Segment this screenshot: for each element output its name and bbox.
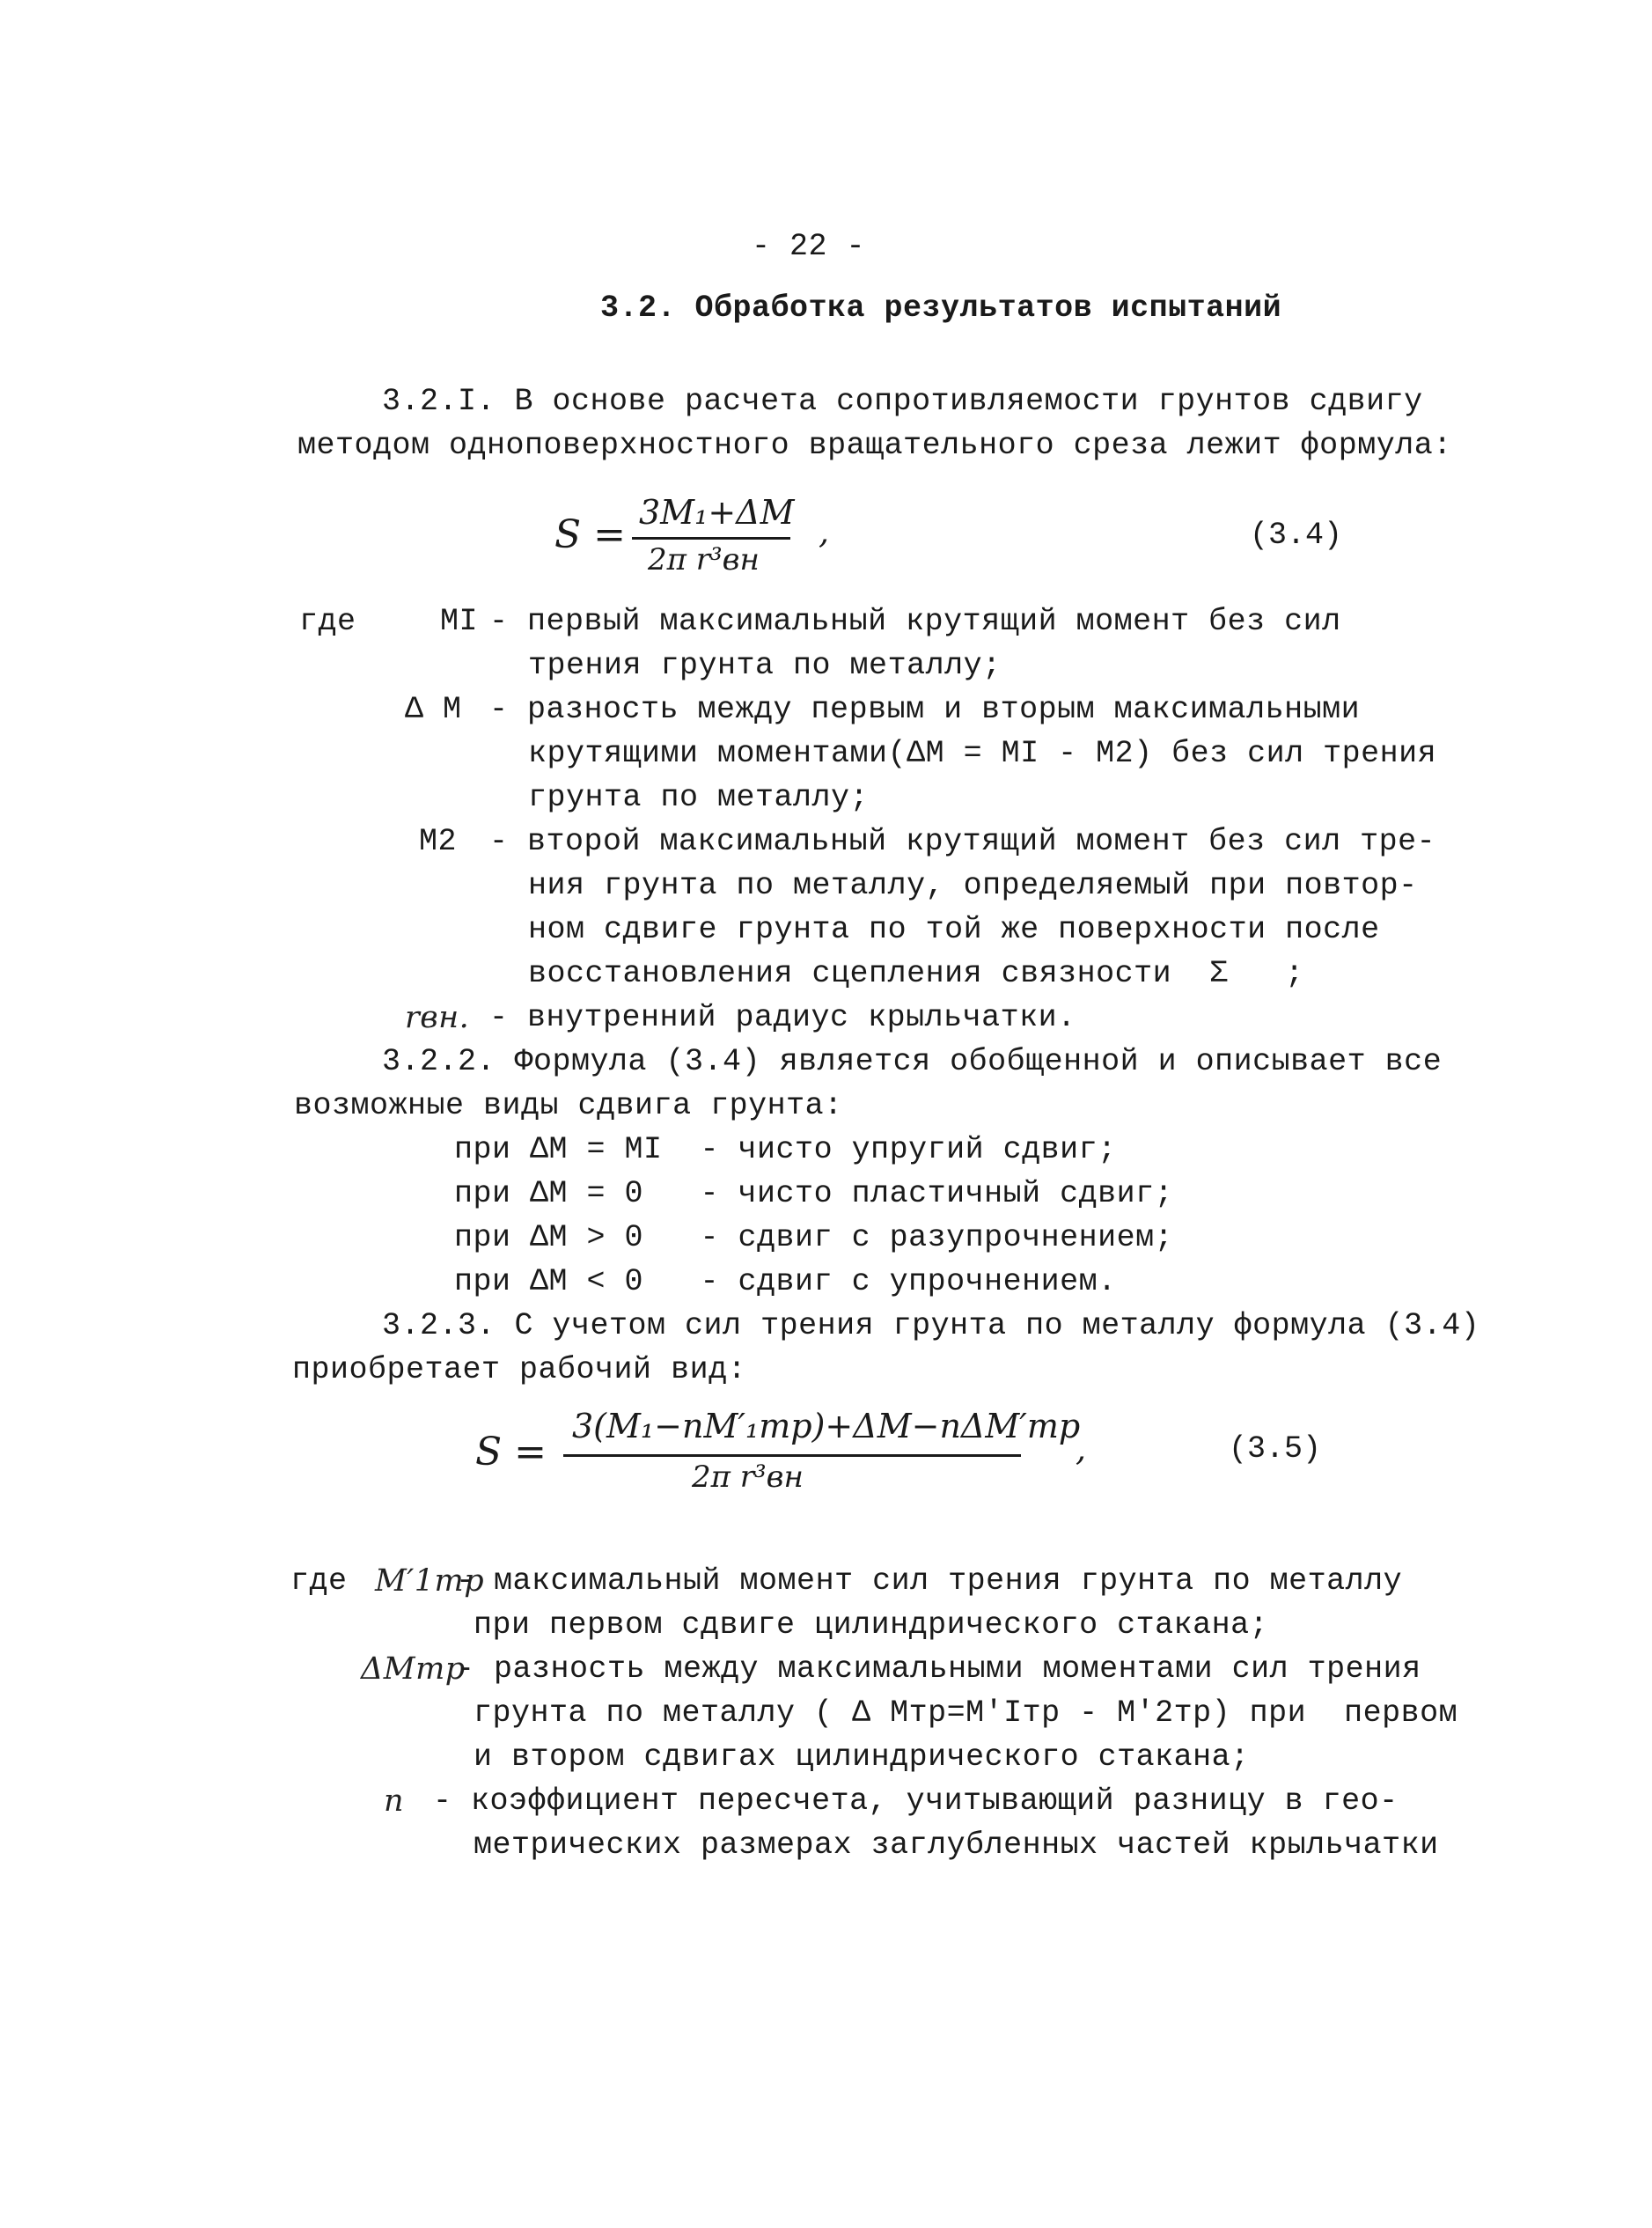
formula-comma: , (819, 512, 830, 551)
definition-line: - разность между первым и вторым максимальными (489, 692, 1361, 727)
case-line: при ΔM > 0 - сдвиг с разупрочнением; (454, 1220, 1174, 1255)
definition-line: при первом сдвиге цилиндрического стакана; (474, 1607, 1269, 1643)
symbol-delta-m-friction: ΔMтр (361, 1651, 466, 1687)
definition-line: - первый максимальный крутящий момент без сил (489, 604, 1341, 639)
definition-line: крутящими моментами(ΔM = MI - M2) без сил трения (528, 736, 1437, 771)
fraction-bar (563, 1454, 1021, 1457)
equation-number: (3.5) (1229, 1431, 1322, 1467)
page-number: - 22 - (752, 229, 866, 264)
paragraph-line: 3.2.2. Формула (3.4) является обобщенной и описывает все (382, 1044, 1443, 1079)
formula-lhs: S = (554, 512, 626, 557)
definition-line: и втором сдвигах цилиндрического стакана; (474, 1739, 1250, 1775)
symbol-m1-friction: M′1тр (375, 1563, 485, 1599)
definition-line: ния грунта по металлу, определяемый при повтор- (528, 868, 1418, 903)
where-label: где (290, 1563, 348, 1599)
fraction-bar (632, 537, 790, 540)
case-line: при ΔM < 0 - сдвиг с упрочнением. (454, 1264, 1117, 1299)
paragraph-line: возможные виды сдвига грунта: (294, 1088, 843, 1123)
definition-line: - разность между максимальными моментами сил трения (456, 1651, 1421, 1687)
equation-number: (3.4) (1250, 518, 1343, 553)
formula-denominator: 2π r³вн (692, 1460, 804, 1495)
formula-numerator: 3M₁+ΔM (639, 493, 795, 532)
definition-line: метрических размерах заглубленных частей крыльчатки (474, 1827, 1439, 1863)
definition-line: - коэффициент пересчета, учитывающий разницу в гео- (433, 1783, 1399, 1819)
definition-line: - внутренний радиус крыльчатки. (489, 1000, 1076, 1035)
definition-line: трения грунта по металлу; (528, 648, 1002, 683)
formula-lhs: S = (475, 1430, 547, 1474)
symbol-m1: MI (440, 604, 479, 639)
formula-comma: , (1076, 1430, 1087, 1468)
formula-3-5 (475, 1407, 1109, 1512)
section-title: 3.2. Обработка результатов испытаний (600, 290, 1282, 326)
definition-line: грунта по металлу; (528, 780, 870, 815)
definition-line: ном сдвиге грунта по той же поверхности после (528, 912, 1380, 947)
formula-denominator: 2π r³вн (648, 542, 760, 577)
paragraph-line: 3.2.I. В основе расчета сопротивляемости грунтов сдвигу (382, 384, 1423, 419)
definition-line: - второй максимальный крутящий момент без сил тре- (489, 824, 1436, 859)
symbol-delta-m: Δ M (405, 692, 462, 727)
case-line: при ΔM = MI - чисто упругий сдвиг; (454, 1132, 1117, 1167)
paragraph-line: методом одноповерхностного вращательного среза лежит формула: (297, 428, 1452, 463)
symbol-m2: M2 (419, 824, 458, 859)
formula-3-4 (554, 493, 854, 590)
definition-line: - максимальный момент сил трения грунта по металлу (456, 1563, 1403, 1599)
symbol-r-inner: rвн. (405, 1000, 470, 1035)
paragraph-line: приобретает рабочий вид: (292, 1352, 747, 1387)
paragraph-line: 3.2.3. С учетом сил трения грунта по металлу формула (3.4) (382, 1308, 1480, 1343)
definition-line: грунта по металлу ( Δ Mтр=M′Iтр - M′2тр) при первом (474, 1695, 1458, 1731)
formula-numerator: 3(M₁−nM′₁тр)+ΔM−nΔM′тр (572, 1407, 1081, 1445)
where-label: где (299, 604, 356, 639)
definition-line: восстановления сцепления связности Σ ; (528, 956, 1304, 991)
case-line: при ΔM = 0 - чисто пластичный сдвиг; (454, 1176, 1174, 1211)
symbol-n: n (384, 1783, 405, 1819)
